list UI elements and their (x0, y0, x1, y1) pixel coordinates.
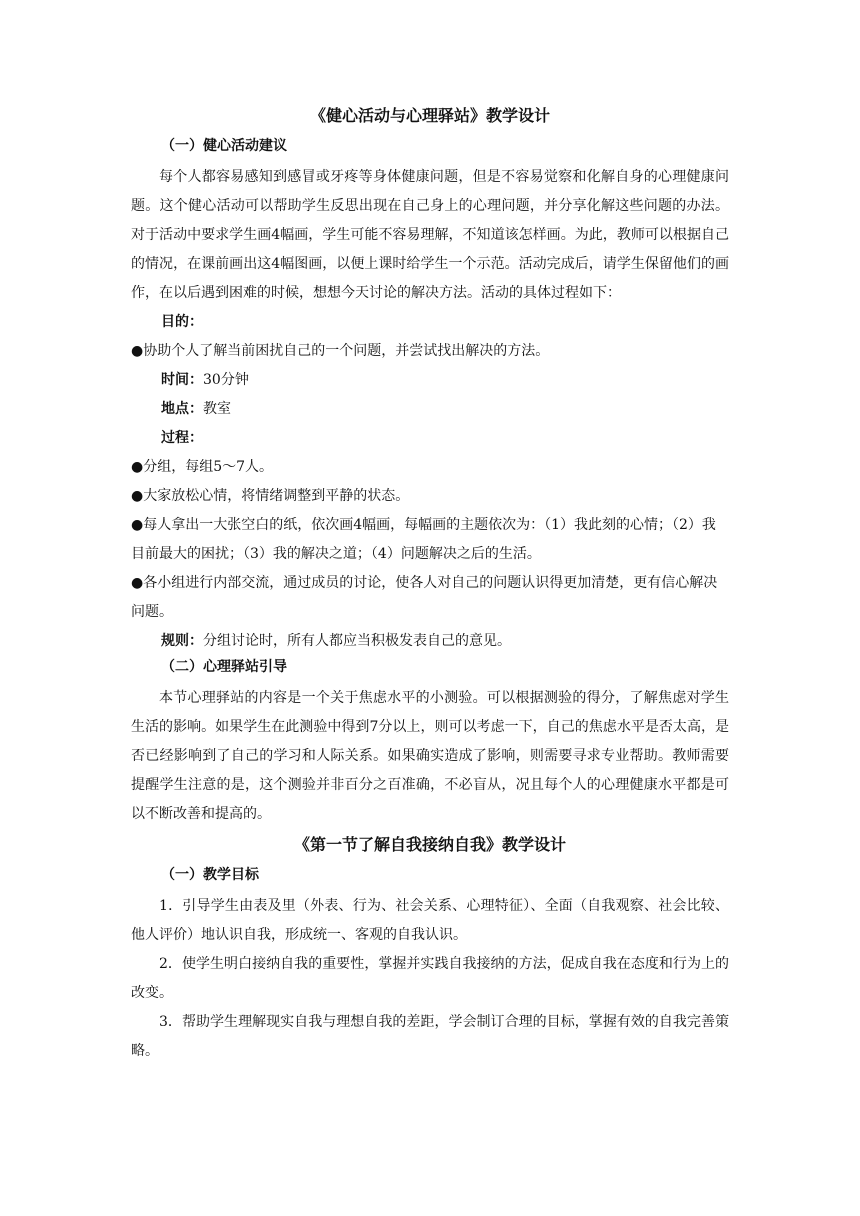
section-heading-activity: （一）健心活动建议 (161, 138, 287, 154)
document-title-2: 《第一节了解自我接纳自我》教学设计 (293, 835, 566, 854)
time-label: 时间： (161, 372, 203, 388)
station-paragraph: 本节心理驿站的内容是一个关于焦虑水平的小测验。可以根据测验的得分，了解焦虑对学生生活的影响。如果学生在此测验中得到7分以上，则可以考虑一下，自己的焦虑水平是否太高，是否已经影响到了自己的学习和人际关系。如果确实造成了影响，则需要寻求专业帮助。教师需要提醒学生注意的是，这个测验并非百分之百准确，不必盲从，况且每个人的心理健康水平都是可以不断改善和提高的。 (131, 690, 729, 822)
section-heading-station: （二）心理驿站引导 (161, 659, 287, 675)
document-title-1: 《健心活动与心理驿站》教学设计 (309, 106, 550, 125)
section-heading-goals: （一）教学目标 (161, 867, 259, 883)
goal-item-3: 3．帮助学生理解现实自我与理想自我的差距，学会制订合理的目标，掌握有效的自我完善策略。 (131, 1014, 729, 1059)
rule-value: 分组讨论时，所有人都应当积极发表自己的意见。 (203, 633, 511, 649)
process-step-2: ●大家放松心情，将情绪调整到平静的状态。 (131, 488, 410, 504)
process-label: 过程： (161, 430, 203, 446)
place-value: 教室 (203, 401, 231, 417)
goal-item-1: 1．引导学生由表及里（外表、行为、社会关系、心理特征）、全面（自我观察、社会比较、他人评价）地认识自我，形成统一、客观的自我认识。 (131, 898, 729, 943)
purpose-label: 目的： (161, 314, 203, 330)
process-step-1: ●分组，每组5～7人。 (131, 459, 274, 475)
goal-item-2: 2．使学生明白接纳自我的重要性，掌握并实践自我接纳的方法，促成自我在态度和行为上的改变。 (131, 956, 729, 1001)
time-line (131, 366, 729, 395)
rule-label: 规则： (161, 633, 203, 649)
document-body (131, 104, 729, 1066)
place-line (131, 395, 729, 424)
rule-line (131, 627, 729, 656)
process-step-3: ●每人拿出一大张空白的纸，依次画4幅画，每幅画的主题依次为：（1）我此刻的心情；（2）我目前最大的困扰；（3）我的解决之道；（4）问题解决之后的生活。 (131, 517, 716, 562)
activity-intro-paragraph: 每个人都容易感知到感冒或牙疼等身体健康问题，但是不容易觉察和化解自身的心理健康问题。这个健心活动可以帮助学生反思出现在自己身上的心理问题，并分享化解这些问题的办法。对于活动中要求学生画4幅画，学生可能不容易理解，不知道该怎样画。为此，教师可以根据自己的情况，在课前画出这4幅图画，以便上课时给学生一个示范。活动完成后，请学生保留他们的画作，在以后遇到困难的时候，想想今天讨论的解决方法。活动的具体过程如下： (131, 169, 729, 301)
time-value: 30分钟 (203, 372, 249, 388)
place-label: 地点： (161, 401, 203, 417)
purpose-item: ●协助个人了解当前困扰自己的一个问题，并尝试找出解决的方法。 (131, 343, 550, 359)
process-step-4: ●各小组进行内部交流，通过成员的讨论，使各人对自己的问题认识得更加清楚，更有信心解决问题。 (131, 575, 718, 620)
